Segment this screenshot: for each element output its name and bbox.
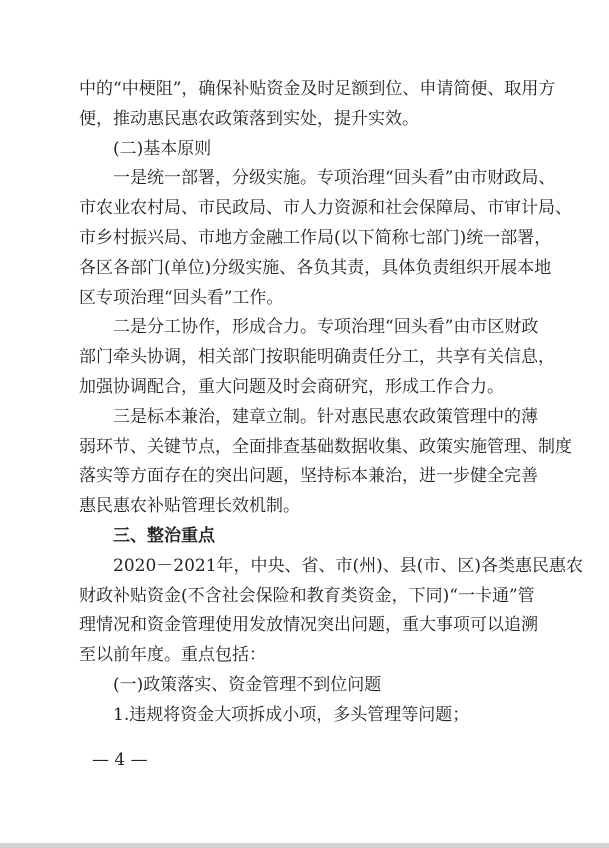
section-heading-rectification-focus: 三、整治重点	[113, 525, 215, 546]
page-number: — 4 —	[92, 750, 148, 770]
list-item-1: 1.违规将资金大项拆成小项，多头管理等问题；	[113, 704, 470, 725]
text-line-6: 市乡村振兴局、市地方金融工作局(以下简称七部门)统一部署，	[79, 227, 552, 248]
section-heading-basic-principles: (二)基本原则	[113, 138, 212, 159]
text-line-4: 一是统一部署，分级实施。专项治理“回头看”由市财政局、	[113, 168, 556, 189]
text-line-17: 2020－2021年，中央、省、市(州)、县(市、区)各类惠民惠农	[113, 555, 584, 576]
text-line-9: 二是分工协作，形成合力。专项治理“回头看”由市区财政	[113, 317, 539, 338]
text-line-10: 部门牵头协调，相关部门按职能明确责任分工，共享有关信息，	[79, 347, 555, 368]
text-line-18: 财政补贴资金(不含社会保险和教育类资金，下同)“一卡通”管	[79, 585, 535, 606]
text-line-8: 区专项治理“回头看”工作。	[79, 287, 284, 308]
text-line-2: 便，推动惠民惠农政策落到实处，提升实效。	[79, 108, 419, 129]
text-line-13: 弱环节、关键节点，全面排查基础数据收集、政策实施管理、制度	[79, 436, 572, 457]
subsection-heading-policy-implementation: (一)政策落实、资金管理不到位问题	[113, 674, 382, 695]
text-line-14: 落实等方面存在的突出问题，坚持标本兼治，进一步健全完善	[79, 466, 538, 487]
text-line-1: 中的“中梗阻”，确保补贴资金及时足额到位、申请简便、取用方	[79, 79, 556, 99]
text-line-12: 三是标本兼治，建章立制。针对惠民惠农政策管理中的薄	[113, 406, 538, 427]
text-line-15: 惠民惠农补贴管理长效机制。	[79, 496, 300, 517]
text-line-11: 加强协调配合，重大问题及时会商研究，形成工作合力。	[79, 376, 504, 397]
text-line-20: 至以前年度。重点包括：	[79, 645, 266, 666]
text-line-19: 理情况和资金管理使用发放情况突出问题，重大事项可以追溯	[79, 615, 538, 636]
page-bottom-edge	[0, 843, 609, 848]
text-line-5: 市农业农村局、市民政局、市人力资源和社会保障局、市审计局、	[79, 198, 572, 219]
text-line-7: 各区各部门(单位)分级实施、各负其责，具体负责组织开展本地	[79, 257, 552, 278]
